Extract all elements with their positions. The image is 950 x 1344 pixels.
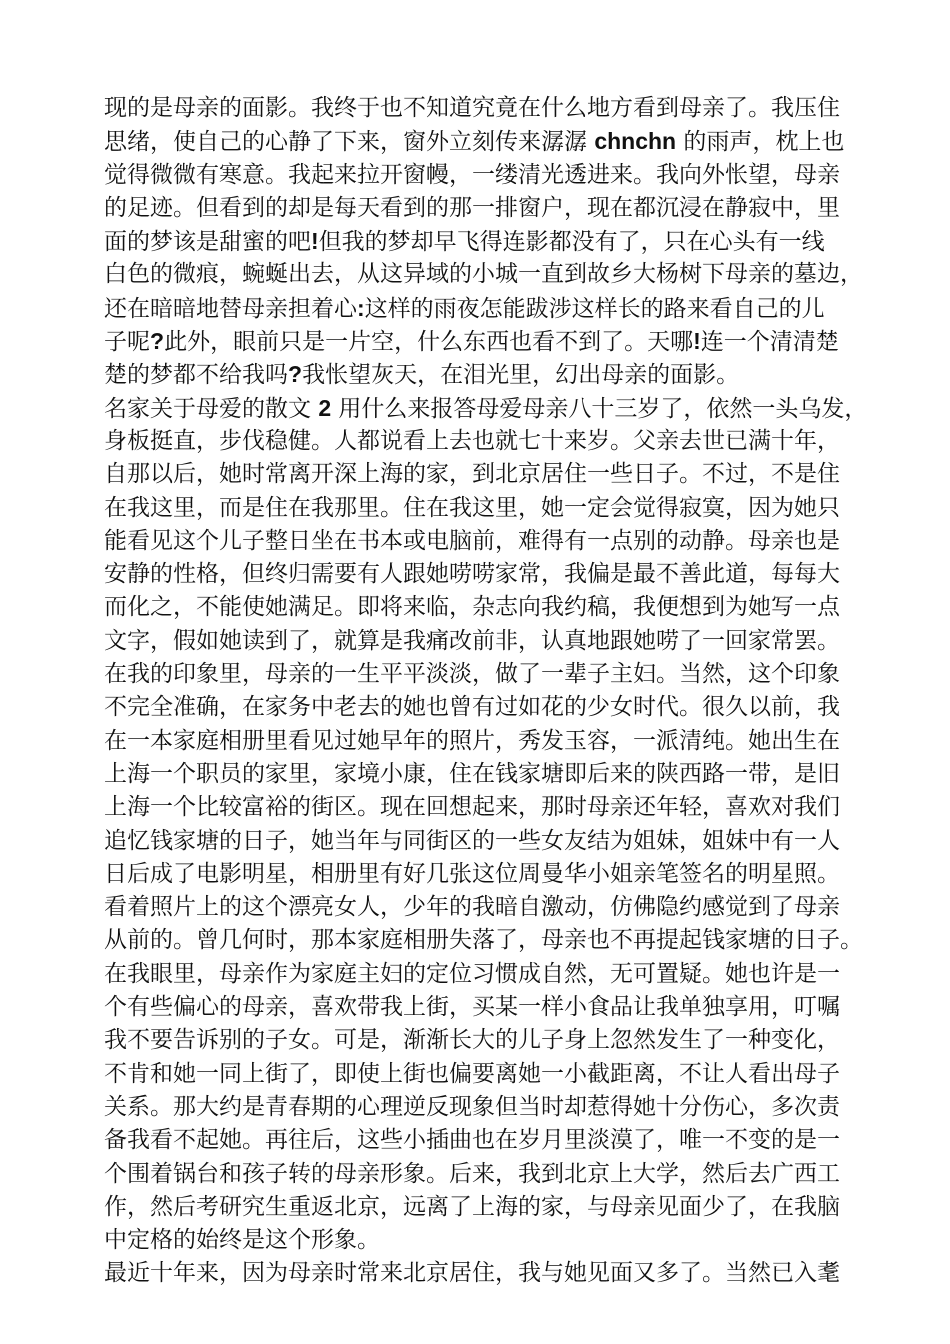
- text-line: 的足迹。但看到的却是每天看到的那一排窗户，现在都沉浸在静寂中，里: [104, 194, 840, 221]
- text-line: 中定格的始终是这个形象。: [104, 1227, 380, 1254]
- text-line: 文字，假如她读到了，就算是我痛改前非，认真地跟她唠了一回家常罢。: [104, 627, 840, 654]
- text-line: 从前的。曾几何时，那本家庭相册失落了，母亲也不再提起钱家塘的日子。: [104, 927, 863, 954]
- text-line: 不完全准确，在家务中老去的她也曾有过如花的少女时代。很久以前，我: [104, 694, 840, 721]
- text-line: 不肯和她一同上街了，即使上街也偏要离她一小截距离，不让人看出母子: [104, 1060, 840, 1087]
- text-line: 看着照片上的这个漂亮女人，少年的我暗自激动，仿佛隐约感觉到了母亲: [104, 894, 840, 921]
- text-line: 在我这里，而是住在我那里。住在我这里，她一定会觉得寂寞，因为她只: [104, 494, 840, 521]
- text-line: 在我的印象里，母亲的一生平平淡淡，做了一辈子主妇。当然，这个印象: [104, 661, 840, 688]
- text-line: 身板挺直，步伐稳健。人都说看上去也就七十来岁。父亲去世已满十年，: [104, 427, 840, 454]
- text-line: 面的梦该是甜蜜的吧!但我的梦却早飞得连影都没有了，只在心头有一线: [104, 228, 825, 256]
- text-line: 备我看不起她。再往后，这些小插曲也在岁月里淡漠了，唯一不变的是一: [104, 1127, 840, 1154]
- text-line: 思绪，使自己的心静了下来，窗外立刻传来潺潺 chnchn 的雨声，枕上也: [104, 128, 845, 156]
- text-line: 白色的微痕，蜿蜒出去，从这异域的小城一直到故乡大杨树下母亲的墓边，: [104, 261, 863, 288]
- text-line: 楚的梦都不给我吗?我怅望灰天，在泪光里，幻出母亲的面影。: [104, 361, 740, 389]
- text-line: 最近十年来，因为母亲时常来北京居住，我与她见面又多了。当然已入耄: [104, 1260, 840, 1287]
- text-line: 我不要告诉别的子女。可是，渐渐长大的儿子身上忽然发生了一种变化，: [104, 1027, 840, 1054]
- text-line: 追忆钱家塘的日子，她当年与同街区的一些女友结为姐妹，姐妹中有一人: [104, 827, 840, 854]
- text-line: 安静的性格，但终归需要有人跟她唠唠家常，我偏是最不善此道，每每大: [104, 561, 840, 588]
- text-line: 自那以后，她时常离开深上海的家，到北京居住一些日子。不过，不是住: [104, 461, 840, 488]
- text-line: 觉得微微有寒意。我起来拉开窗幔，一缕清光透进来。我向外怅望，母亲: [104, 161, 840, 188]
- text-line: 日后成了电影明星，相册里有好几张这位周曼华小姐亲笔签名的明星照。: [104, 860, 840, 887]
- text-line: 名家关于母爱的散文 2 用什么来报答母爱母亲八十三岁了，依然一头乌发，: [104, 394, 868, 422]
- text-line: 上海一个比较富裕的街区。现在回想起来，那时母亲还年轻，喜欢对我们: [104, 794, 840, 821]
- text-line: 关系。那大约是青春期的心理逆反现象但当时却惹得她十分伤心，多次责: [104, 1093, 840, 1120]
- text-line: 能看见这个儿子整日坐在书本或电脑前，难得有一点别的动静。母亲也是: [104, 527, 840, 554]
- text-line: 而化之，不能使她满足。即将来临，杂志向我约稿，我便想到为她写一点: [104, 594, 840, 621]
- text-line: 子呢?此外，眼前只是一片空，什么东西也看不到了。天哪!连一个清清楚: [104, 328, 839, 356]
- document-body: [104, 92, 868, 1291]
- text-line: 作，然后考研究生重返北京，远离了上海的家，与母亲见面少了，在我脑: [104, 1193, 840, 1220]
- text-line: 现的是母亲的面影。我终于也不知道究竟在什么地方看到母亲了。我压住: [104, 95, 840, 121]
- text-line: 还在暗暗地替母亲担着心:这样的雨夜怎能跋涉这样长的路来看自己的儿: [104, 294, 825, 322]
- text-line: 个有些偏心的母亲，喜欢带我上街，买某一样小食品让我单独享用，叮嘱: [104, 994, 840, 1021]
- text-line: 个围着锅台和孩子转的母亲形象。后来，我到北京上大学，然后去广西工: [104, 1160, 840, 1187]
- text-line: 上海一个职员的家里，家境小康，住在钱家塘即后来的陕西路一带，是旧: [104, 760, 840, 787]
- text-line: 在我眼里，母亲作为家庭主妇的定位习惯成自然，无可置疑。她也许是一: [104, 960, 840, 987]
- text-line: 在一本家庭相册里看见过她早年的照片，秀发玉容，一派清纯。她出生在: [104, 727, 840, 754]
